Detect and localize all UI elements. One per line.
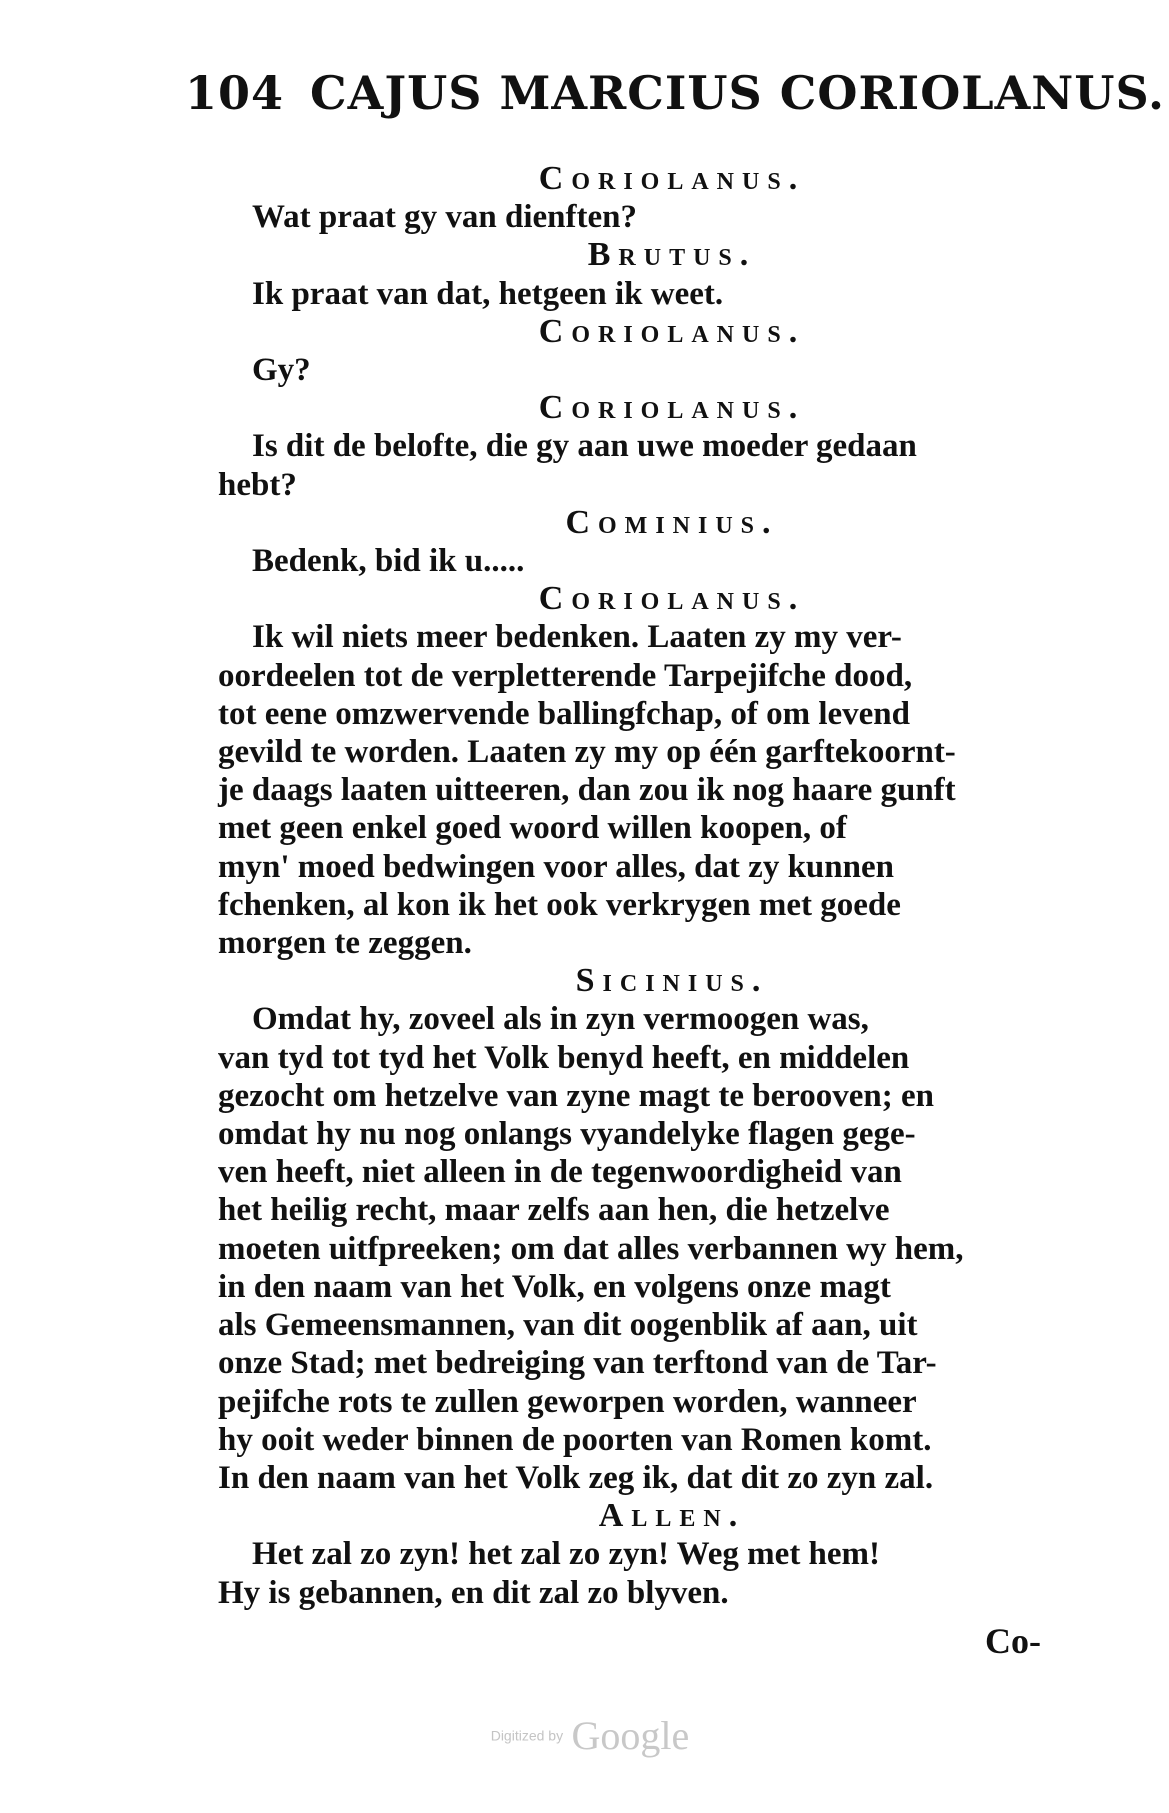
dialogue-line: van tyd tot tyd het Volk benyd heeft, en middelen — [218, 1039, 910, 1076]
dialogue-line: Bedenk, bid ik u..... — [252, 543, 525, 580]
speaker-name: Coriolanus. — [538, 160, 806, 197]
speaker-name: Cominius. — [565, 503, 779, 541]
google-logo: Google — [571, 1713, 690, 1758]
dialogue-line: fchenken, al kon ik het ook verkrygen met goede — [218, 886, 901, 923]
running-head-title: CAJUS MARCIUS CORIOLANUS. — [310, 66, 1166, 120]
dialogue-line: als Gemeensmannen, van dit oogenblik af aan, uit — [218, 1307, 918, 1344]
speaker-name: Sicinius. — [575, 962, 769, 1000]
dialogue-line: morgen te zeggen. — [218, 925, 472, 962]
digitized-watermark — [460, 1712, 720, 1759]
dialogue-line: met geen enkel goed woord willen koopen, of — [218, 810, 847, 847]
speaker-name: Brutus. — [587, 236, 757, 274]
dialogue-line: in den naam van het Volk, en volgens onze magt — [218, 1268, 891, 1305]
dialogue-line: je daags laaten uitteeren, dan zou ik nog haare gunft — [218, 772, 956, 809]
dialogue-line: Hy is gebannen, en dit zal zo blyven. — [218, 1574, 729, 1611]
dialogue-line: oordeelen tot de verpletterende Tarpejifche dood, — [218, 657, 913, 694]
speaker-name: Coriolanus. — [538, 580, 806, 618]
dialogue-line: myn' moed bedwingen voor alles, dat zy kunnen — [218, 848, 894, 885]
dialogue-line: het heilig recht, maar zelfs aan hen, die hetzelve — [218, 1192, 890, 1229]
dialogue-line: omdat hy nu nog onlangs vyandelyke flagen gege- — [218, 1116, 916, 1153]
running-head — [185, 66, 1166, 120]
play-text — [218, 160, 1056, 1612]
dialogue-line: tot eene omzwervende ballingfchap, of om levend — [218, 695, 910, 732]
dialogue-paragraph — [218, 1535, 1056, 1611]
dialogue-line: hebt? — [218, 466, 297, 503]
dialogue-line: pejifche rots te zullen geworpen worden, wanneer — [218, 1383, 917, 1420]
dialogue-line: Ik wil niets meer bedenken. Laaten zy my ver- — [252, 619, 902, 656]
dialogue-line: Het zal zo zyn! het zal zo zyn! Weg met hem! — [252, 1536, 881, 1573]
dialogue-line: onze Stad; met bedreiging van terftond van de Tar- — [218, 1345, 937, 1382]
speaker-name: Allen. — [598, 1497, 746, 1535]
dialogue-line: In den naam van het Volk zeg ik, dat dit zo zyn zal. — [218, 1459, 934, 1496]
dialogue-line: Omdat hy, zoveel als in zyn vermoogen was, — [252, 1001, 869, 1038]
catchword: Co- — [985, 1621, 1041, 1661]
dialogue-line: Wat praat gy van dienften? — [252, 199, 638, 236]
speaker-name: Coriolanus. — [538, 312, 806, 350]
dialogue-line: Is dit de belofte, die gy aan uwe moeder gedaan — [252, 428, 917, 465]
dialogue-line: hy ooit weder binnen de poorten van Romen komt. — [218, 1421, 932, 1458]
page-number: 104 — [185, 66, 285, 120]
dialogue-line: ven heeft, niet alleen in de tegenwoordigheid van — [218, 1154, 902, 1191]
digitized-by-label: Digitized by — [490, 1727, 564, 1744]
dialogue-paragraph — [218, 1000, 1056, 1497]
dialogue-line: moeten uitfpreeken; om dat alles verbannen wy hem, — [218, 1230, 964, 1267]
speaker-name: Coriolanus. — [538, 389, 806, 427]
dialogue-line: gezocht om hetzelve van zyne magt te berooven; en — [218, 1077, 935, 1114]
dialogue-paragraph — [218, 618, 1056, 962]
dialogue-paragraph — [218, 427, 1056, 503]
dialogue-line: Gy? — [252, 352, 311, 389]
dialogue-line: Ik praat van dat, hetgeen ik weet. — [252, 275, 724, 312]
dialogue-line: gevild te worden. Laaten zy my op één garftekoornt- — [218, 734, 956, 771]
